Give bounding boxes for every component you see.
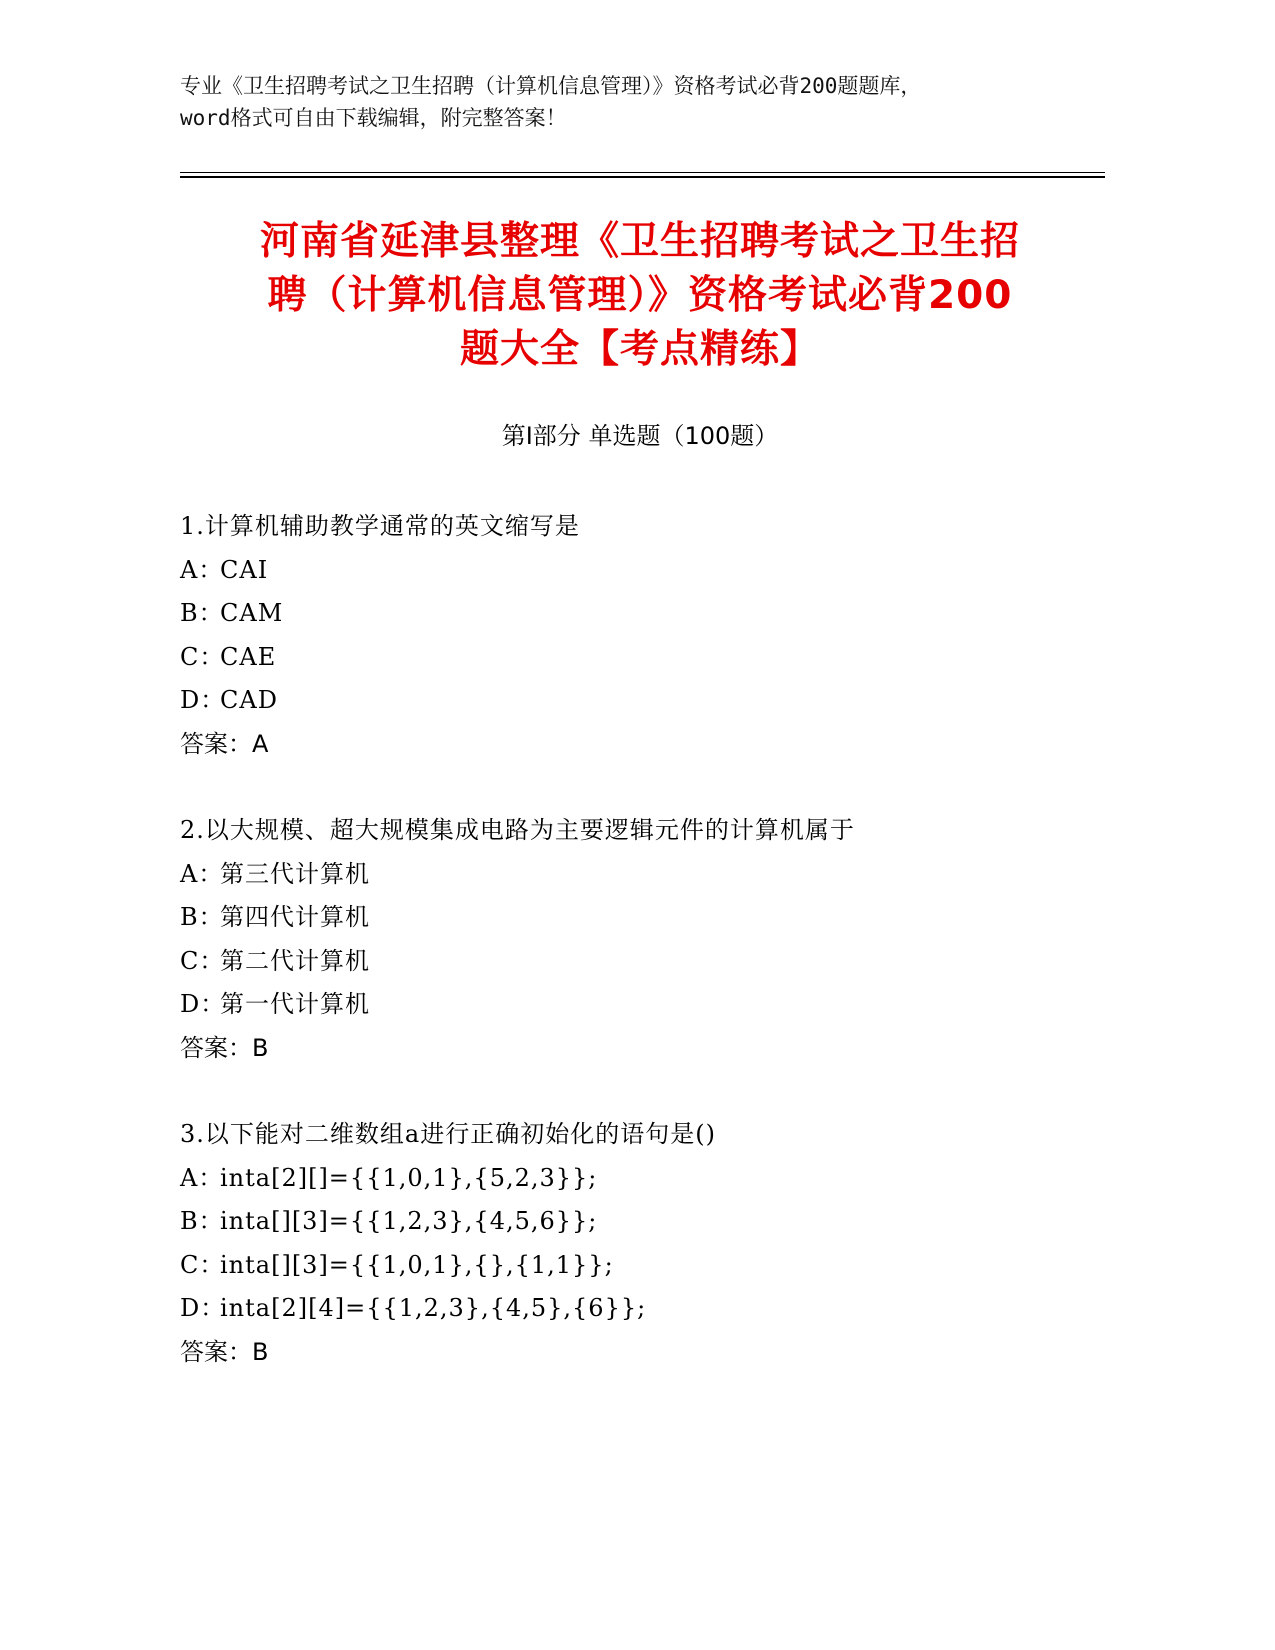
option-text: inta[2][4]={{1,2,3},{4,5},{6}};: [220, 1294, 647, 1322]
option-key: B：: [180, 599, 224, 627]
question-2: [180, 809, 1110, 1070]
header-note-line1: 专业《卫生招聘考试之卫生招聘（计算机信息管理）》资格考试必背200题题库，: [180, 74, 922, 98]
option-a: [180, 1157, 1110, 1201]
option-d: [180, 679, 1110, 723]
option-d: [180, 1287, 1110, 1331]
answer: 答案：A: [180, 729, 269, 758]
header-note: [180, 70, 1100, 134]
option-key: A：: [180, 859, 224, 888]
option-text: CAD: [220, 686, 278, 714]
option-text: 第四代计算机: [220, 903, 370, 931]
option-d: [180, 983, 1110, 1027]
question-1: [180, 505, 1110, 766]
option-c: [180, 940, 1110, 984]
question-stem: 2.以大规模、超大规模集成电路为主要逻辑元件的计算机属于: [180, 816, 855, 844]
option-text: CAI: [220, 555, 269, 584]
option-text: inta[][3]={{1,0,1},{},{1,1}};: [220, 1250, 614, 1279]
header-divider-thick: [180, 176, 1105, 178]
question-3: [180, 1113, 1110, 1374]
option-text: 第二代计算机: [220, 946, 370, 975]
answer: 答案：B: [180, 1337, 269, 1366]
option-key: A：: [180, 555, 224, 584]
header-note-line2: word格式可自由下载编辑，附完整答案！: [180, 106, 567, 130]
option-text: CAM: [220, 599, 284, 627]
document-title-line2: 聘（计算机信息管理）》资格考试必背200: [267, 273, 1013, 318]
option-a: [180, 549, 1110, 593]
option-b: [180, 592, 1110, 636]
option-key: C：: [180, 642, 225, 671]
question-stem: 3.以下能对二维数组a进行正确初始化的语句是(): [180, 1120, 716, 1148]
header-divider-thin: [180, 172, 1105, 173]
option-c: [180, 1244, 1110, 1288]
question-list: [180, 505, 1110, 1417]
option-a: [180, 853, 1110, 897]
option-b: [180, 1200, 1110, 1244]
option-key: C：: [180, 1250, 225, 1279]
option-key: A：: [180, 1163, 224, 1192]
document-title-line1: 河南省延津县整理《卫生招聘考试之卫生招: [259, 219, 1020, 264]
option-key: D：: [180, 1294, 226, 1322]
option-key: B：: [180, 1207, 224, 1235]
option-text: inta[][3]={{1,2,3},{4,5,6}};: [220, 1207, 598, 1235]
option-text: inta[2][]={{1,0,1},{5,2,3}};: [220, 1163, 598, 1192]
option-key: D：: [180, 990, 226, 1018]
option-text: 第三代计算机: [220, 859, 370, 888]
option-text: CAE: [220, 642, 277, 671]
question-stem: 1.计算机辅助教学通常的英文缩写是: [180, 512, 580, 540]
option-key: B：: [180, 903, 224, 931]
document-title-line3: 题大全【考点精练】: [459, 327, 820, 372]
document-title: [180, 215, 1100, 377]
option-text: 第一代计算机: [220, 990, 370, 1018]
option-c: [180, 636, 1110, 680]
section-title: 第Ⅰ部分 单选题（100题）: [501, 422, 779, 450]
option-key: C：: [180, 946, 225, 975]
option-key: D：: [180, 686, 226, 714]
option-b: [180, 896, 1110, 940]
answer: 答案：B: [180, 1033, 269, 1062]
